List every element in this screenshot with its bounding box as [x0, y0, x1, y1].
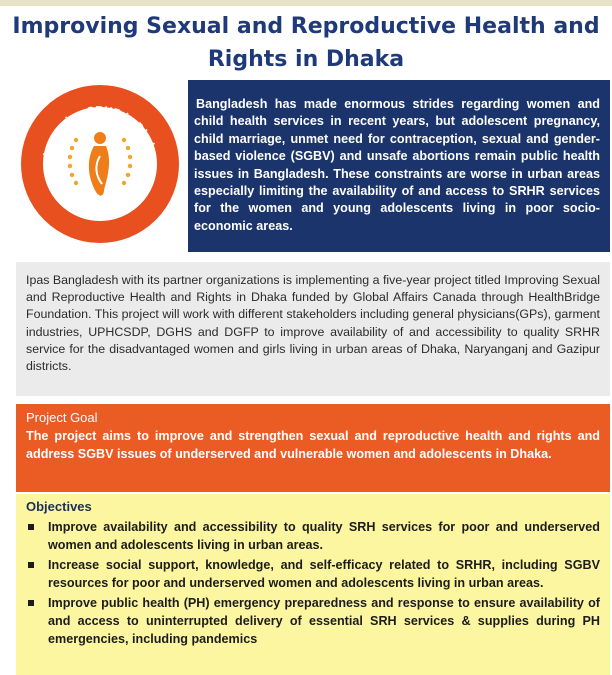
title-line-1: Improving Sexual and Reproductive Health and [12, 14, 600, 39]
square-bullet-icon [28, 524, 34, 530]
project-goal-panel [16, 404, 610, 492]
project-goal-text: The project aims to improve and strengthen sexual and reproductive health and rights and address SGBV issues of underserved and vulnerable women and adolescents in Dhaka. [26, 429, 600, 461]
square-bullet-icon [28, 562, 34, 568]
objective-text: Improve public health (PH) emergency preparedness and response to ensure availability of and access to uninterrupted delivery of essential SRH services & supplies during PH emergencies, including pandemics [48, 595, 600, 647]
square-bullet-icon [28, 600, 34, 606]
objective-item [26, 556, 600, 593]
partner-panel [16, 262, 610, 396]
project-logo [16, 80, 184, 250]
objectives-list [26, 518, 600, 649]
top-decorative-strip [0, 0, 612, 6]
intro-text: Bangladesh has made enormous strides regarding women and child health services in recent years, but adolescent pregnancy, child marriage, unmet need for contraception, sexual and gender-based violence (SGBV) and unsafe abortions remain public health issues in Bangladesh. These constraints are worse in urban areas especially limiting the availability of and access to SRHR services for the women and young adolescents living in poor socio-economic areas. [194, 97, 600, 233]
objectives-panel [16, 494, 610, 675]
objective-text: Increase social support, knowledge, and self-efficacy related to SRHR, including SGBV resources for poor and underserved women and adolescents living in urban areas. [48, 557, 600, 591]
partner-text: Ipas Bangladesh with its partner organizations is implementing a five-year project titled Improving Sexual and Reproductive Health and Rights in Dhaka funded by Global Affairs Canada through HealthBridge Foundation. This project will work with different stakeholders including general physicians(GPs), garment industries, UPHCSDP, DGHS and DGFP to improve availability of and accessibility to quality SRHR service for the disadvantaged women and girls living in urban areas of Dhaka, Naryanganj and Gazipur districts. [26, 273, 600, 374]
page-title [0, 10, 612, 76]
objective-text: Improve availability and accessibility to quality SRH services for poor and underserved women and adolescents living in urban areas. [48, 520, 600, 553]
objective-item [26, 594, 600, 649]
objectives-heading: Objectives [26, 499, 92, 514]
logo-bangla-text-path: নিরাপদ প্রজনন স্বাস্থ্য প্রকল্প [55, 194, 145, 221]
logo-arc-text-path: Improving SRHR in Dhaka [41, 104, 159, 158]
objective-item [26, 518, 600, 555]
intro-panel [188, 80, 610, 252]
logo-svg [16, 80, 184, 250]
title-line-2: Rights in Dhaka [207, 47, 405, 72]
project-goal-heading: Project Goal [26, 410, 98, 425]
